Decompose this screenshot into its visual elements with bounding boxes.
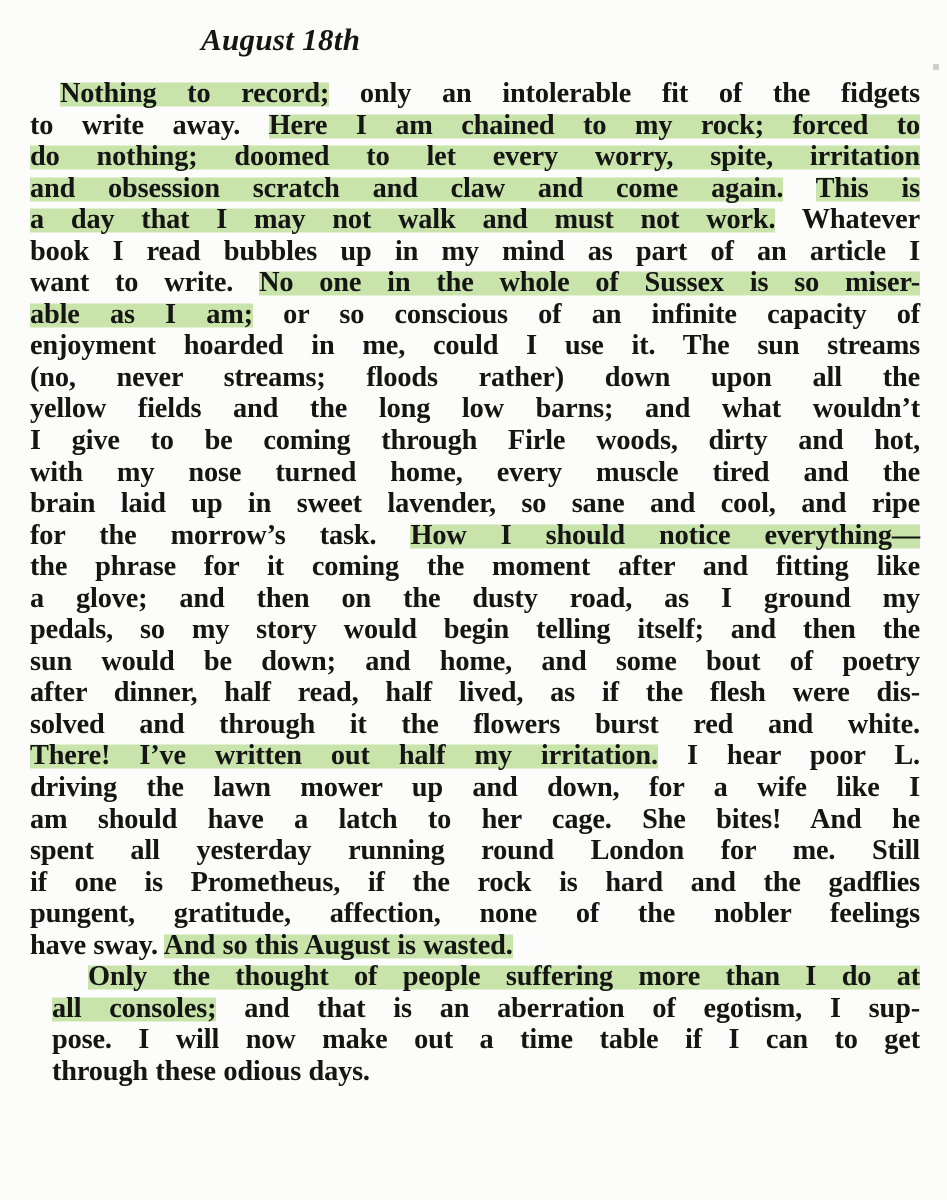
page-heading: August 18th <box>201 22 361 57</box>
text-segment: yellow fields and the long low barns; and what wouldn’t <box>30 393 920 425</box>
highlighted-text: Here I am chained to my rock; forced to <box>268 109 920 141</box>
text-line <box>30 677 920 709</box>
text-segment: through these odious days. <box>52 1055 370 1087</box>
text-segment: have sway. <box>30 929 164 961</box>
text-segment: (no, never streams; floods rather) down upon all the <box>30 361 920 393</box>
text-line <box>30 488 920 520</box>
paragraph <box>30 961 920 1087</box>
highlighted-text: How I should notice everything— <box>410 519 920 551</box>
text-line <box>30 78 920 110</box>
text-line <box>30 1056 920 1088</box>
text-segment: if one is Prometheus, if the rock is hard and the gadflies <box>30 866 920 898</box>
text-line <box>30 614 920 646</box>
text-segment: enjoyment hoarded in me, could I use it. The sun streams <box>30 330 920 362</box>
text-segment: the phrase for it coming the moment after and fitting like <box>30 551 920 583</box>
text-segment: I give to be coming through Firle woods, dirty and hot, <box>30 425 920 457</box>
body-text <box>30 78 920 1088</box>
text-segment: after dinner, half read, half lived, as if the flesh were dis- <box>30 677 920 709</box>
highlighted-text: a day that I may not walk and must not work. <box>30 204 776 236</box>
text-line <box>30 457 920 489</box>
text-line <box>30 772 920 804</box>
highlighted-text: do nothing; doomed to let every worry, spite, irritation <box>30 141 920 173</box>
text-segment <box>783 173 815 204</box>
text-line <box>30 804 920 836</box>
text-line <box>30 393 920 425</box>
highlighted-text: all consoles; <box>52 992 217 1024</box>
text-segment: pedals, so my story would begin telling itself; and then the <box>30 614 920 646</box>
text-segment: I hear poor L. <box>657 740 920 772</box>
text-line <box>30 520 920 552</box>
highlighted-text: Only the thought of people suffering more than I do at <box>88 961 920 993</box>
scan-speck <box>933 64 939 70</box>
text-segment: solved and through it the flowers burst red and white. <box>30 708 920 740</box>
text-segment: driving the lawn mower up and down, for a wife like I <box>30 772 920 804</box>
text-segment: pose. I will now make out a time table if I can to get <box>52 1024 920 1056</box>
text-line <box>30 961 920 993</box>
highlighted-text: No one in the whole of Sussex is so miser- <box>259 267 921 299</box>
highlighted-text: This is <box>815 172 920 204</box>
text-line <box>30 425 920 457</box>
paragraph <box>30 78 920 961</box>
highlighted-text: Nothing to record; <box>60 78 330 109</box>
text-segment: spent all yesterday running round London for me. Still <box>30 835 920 867</box>
text-line <box>30 835 920 867</box>
text-line <box>30 236 920 268</box>
text-segment: for the morrow’s task. <box>30 519 411 551</box>
text-segment: with my nose turned home, every muscle tired and the <box>30 456 920 488</box>
text-line <box>30 583 920 615</box>
text-line <box>30 141 920 173</box>
text-segment: sun would be down; and home, and some bout of poetry <box>30 645 920 677</box>
text-line <box>30 740 920 772</box>
text-line <box>30 993 920 1025</box>
text-segment: or so conscious of an infinite capacity of <box>252 298 920 330</box>
highlighted-text: able as I am; <box>30 298 253 330</box>
text-line <box>30 362 920 394</box>
text-line <box>30 867 920 899</box>
text-line <box>30 646 920 678</box>
text-segment: and that is an aberration of egotism, I sup- <box>216 992 920 1024</box>
text-line <box>30 551 920 583</box>
text-segment: pungent, gratitude, affection, none of the nobler feelings <box>30 898 920 930</box>
text-segment: Whatever <box>775 204 921 236</box>
text-line <box>30 267 920 299</box>
text-line <box>30 1024 920 1056</box>
text-line <box>30 898 920 930</box>
text-segment: only an intolerable fit of the fidgets <box>329 78 920 109</box>
text-line <box>30 930 920 962</box>
highlighted-text: And so this August is wasted. <box>163 929 513 961</box>
highlighted-text: There! I’ve written out half my irritation. <box>30 740 658 772</box>
text-line <box>30 204 920 236</box>
highlighted-text: and obsession scratch and claw and come again. <box>30 172 784 204</box>
text-segment: to write away. <box>30 109 269 141</box>
text-segment: a glove; and then on the dusty road, as I ground my <box>30 582 920 614</box>
text-segment: brain laid up in sweet lavender, so sane and cool, and ripe <box>30 488 920 520</box>
text-segment: book I read bubbles up in my mind as part of an article I <box>30 235 920 267</box>
text-line <box>30 299 920 331</box>
text-line <box>30 110 920 142</box>
text-line <box>30 330 920 362</box>
text-segment: am should have a latch to her cage. She bites! And he <box>30 803 920 835</box>
text-segment: want to write. <box>30 267 260 299</box>
text-line <box>30 173 920 205</box>
text-line <box>30 709 920 741</box>
